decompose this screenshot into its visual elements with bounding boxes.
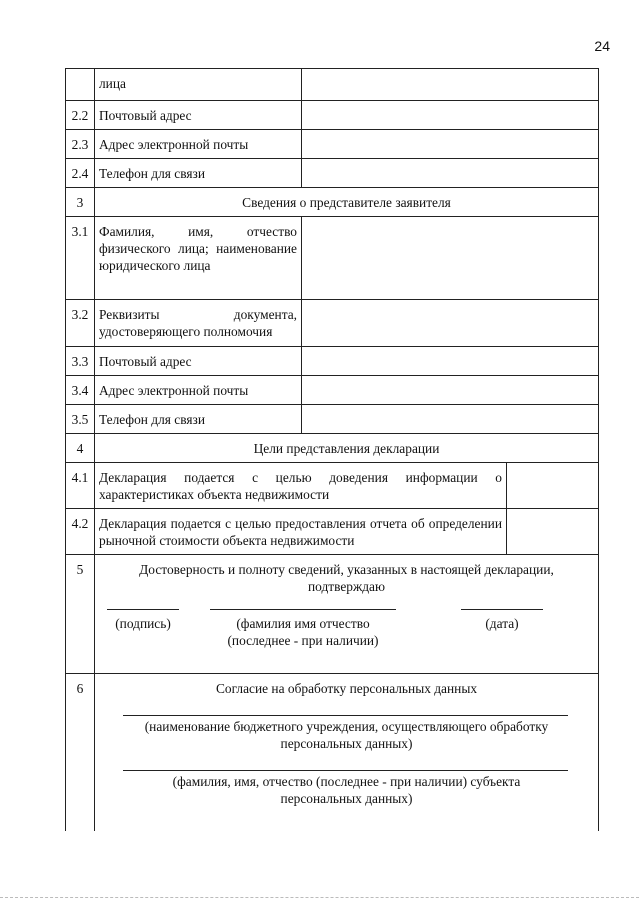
section-title: Сведения о представителе заявителя: [95, 188, 599, 217]
institution-caption: (наименование бюджетного учреждения, осуществляющего обработку персональных данных): [144, 719, 549, 751]
row-label: Телефон для связи: [95, 405, 302, 434]
row-label: Декларация подается с целью доведения информации о характеристиках объекта недвижимости: [95, 463, 507, 509]
section-title: Цели представления декларации: [95, 434, 599, 463]
email-field[interactable]: [302, 376, 599, 405]
row-3-1: [66, 217, 599, 300]
section-number: 5: [66, 555, 95, 674]
signature-line[interactable]: [107, 609, 179, 610]
row-number: [66, 69, 95, 101]
consent-title: Согласие на обработку персональных данных: [215, 681, 478, 696]
signature-caption: (подпись): [115, 616, 171, 631]
row-3-2: [66, 300, 599, 347]
row-3-3: [66, 347, 599, 376]
declaration-form-table: [65, 68, 599, 831]
row-number: 4.2: [66, 509, 95, 555]
phone-field[interactable]: [302, 159, 599, 188]
row-label: Почтовый адрес: [95, 347, 302, 376]
row-number: 2.3: [66, 130, 95, 159]
row-3-5: [66, 405, 599, 434]
date-caption: (дата): [485, 616, 519, 631]
row-number: 3.4: [66, 376, 95, 405]
row-label: Фамилия, имя, отчество физического лица; наименование юридического лица: [95, 217, 302, 300]
row-number: 2.4: [66, 159, 95, 188]
scan-edge-mark: [0, 897, 639, 900]
row-label: Реквизиты документа, удостоверяющего полномочия: [95, 300, 302, 347]
value-field[interactable]: [302, 69, 599, 101]
date-line[interactable]: [461, 609, 543, 610]
row-number: 4.1: [66, 463, 95, 509]
row-4-1: [66, 463, 599, 509]
row-number: 3.5: [66, 405, 95, 434]
row-label: Телефон для связи: [95, 159, 302, 188]
row-4-2: [66, 509, 599, 555]
consent-cell: [95, 674, 599, 831]
authority-document-field[interactable]: [302, 300, 599, 347]
row-label: Адрес электронной почты: [95, 376, 302, 405]
row-number: 2.2: [66, 101, 95, 130]
row-6-consent: [66, 674, 599, 831]
postal-address-field[interactable]: [302, 347, 599, 376]
row-label: лица: [95, 69, 302, 101]
subject-caption: (фамилия, имя, отчество (последнее - при наличии) субъекта персональных данных): [172, 774, 521, 806]
full-name-caption: (фамилия имя отчество (последнее - при наличии): [227, 616, 379, 648]
row-3-section-header: [66, 188, 599, 217]
section-number: 6: [66, 674, 95, 831]
row-label: Адрес электронной почты: [95, 130, 302, 159]
row-label: Декларация подается с целью предоставления отчета об определении рыночной стоимости объекта недвижимости: [95, 509, 507, 555]
row-2-1-continuation: [66, 69, 599, 101]
purpose-mark-field[interactable]: [507, 509, 599, 555]
row-2-2: [66, 101, 599, 130]
page-number: 24: [594, 38, 610, 54]
postal-address-field[interactable]: [302, 101, 599, 130]
row-3-4: [66, 376, 599, 405]
row-4-section-header: [66, 434, 599, 463]
confirmation-text: Достоверность и полноту сведений, указанных в настоящей декларации, подтверждаю: [139, 562, 554, 594]
row-number: 3.2: [66, 300, 95, 347]
confirmation-cell: [95, 555, 599, 674]
phone-field[interactable]: [302, 405, 599, 434]
purpose-mark-field[interactable]: [507, 463, 599, 509]
row-2-3: [66, 130, 599, 159]
row-number: 3.3: [66, 347, 95, 376]
full-name-line[interactable]: [210, 609, 396, 610]
row-2-4: [66, 159, 599, 188]
section-number: 4: [66, 434, 95, 463]
row-number: 3.1: [66, 217, 95, 300]
representative-name-field[interactable]: [302, 217, 599, 300]
email-field[interactable]: [302, 130, 599, 159]
row-5-confirmation: [66, 555, 599, 674]
section-number: 3: [66, 188, 95, 217]
signature-block: [103, 609, 590, 673]
row-label: Почтовый адрес: [95, 101, 302, 130]
